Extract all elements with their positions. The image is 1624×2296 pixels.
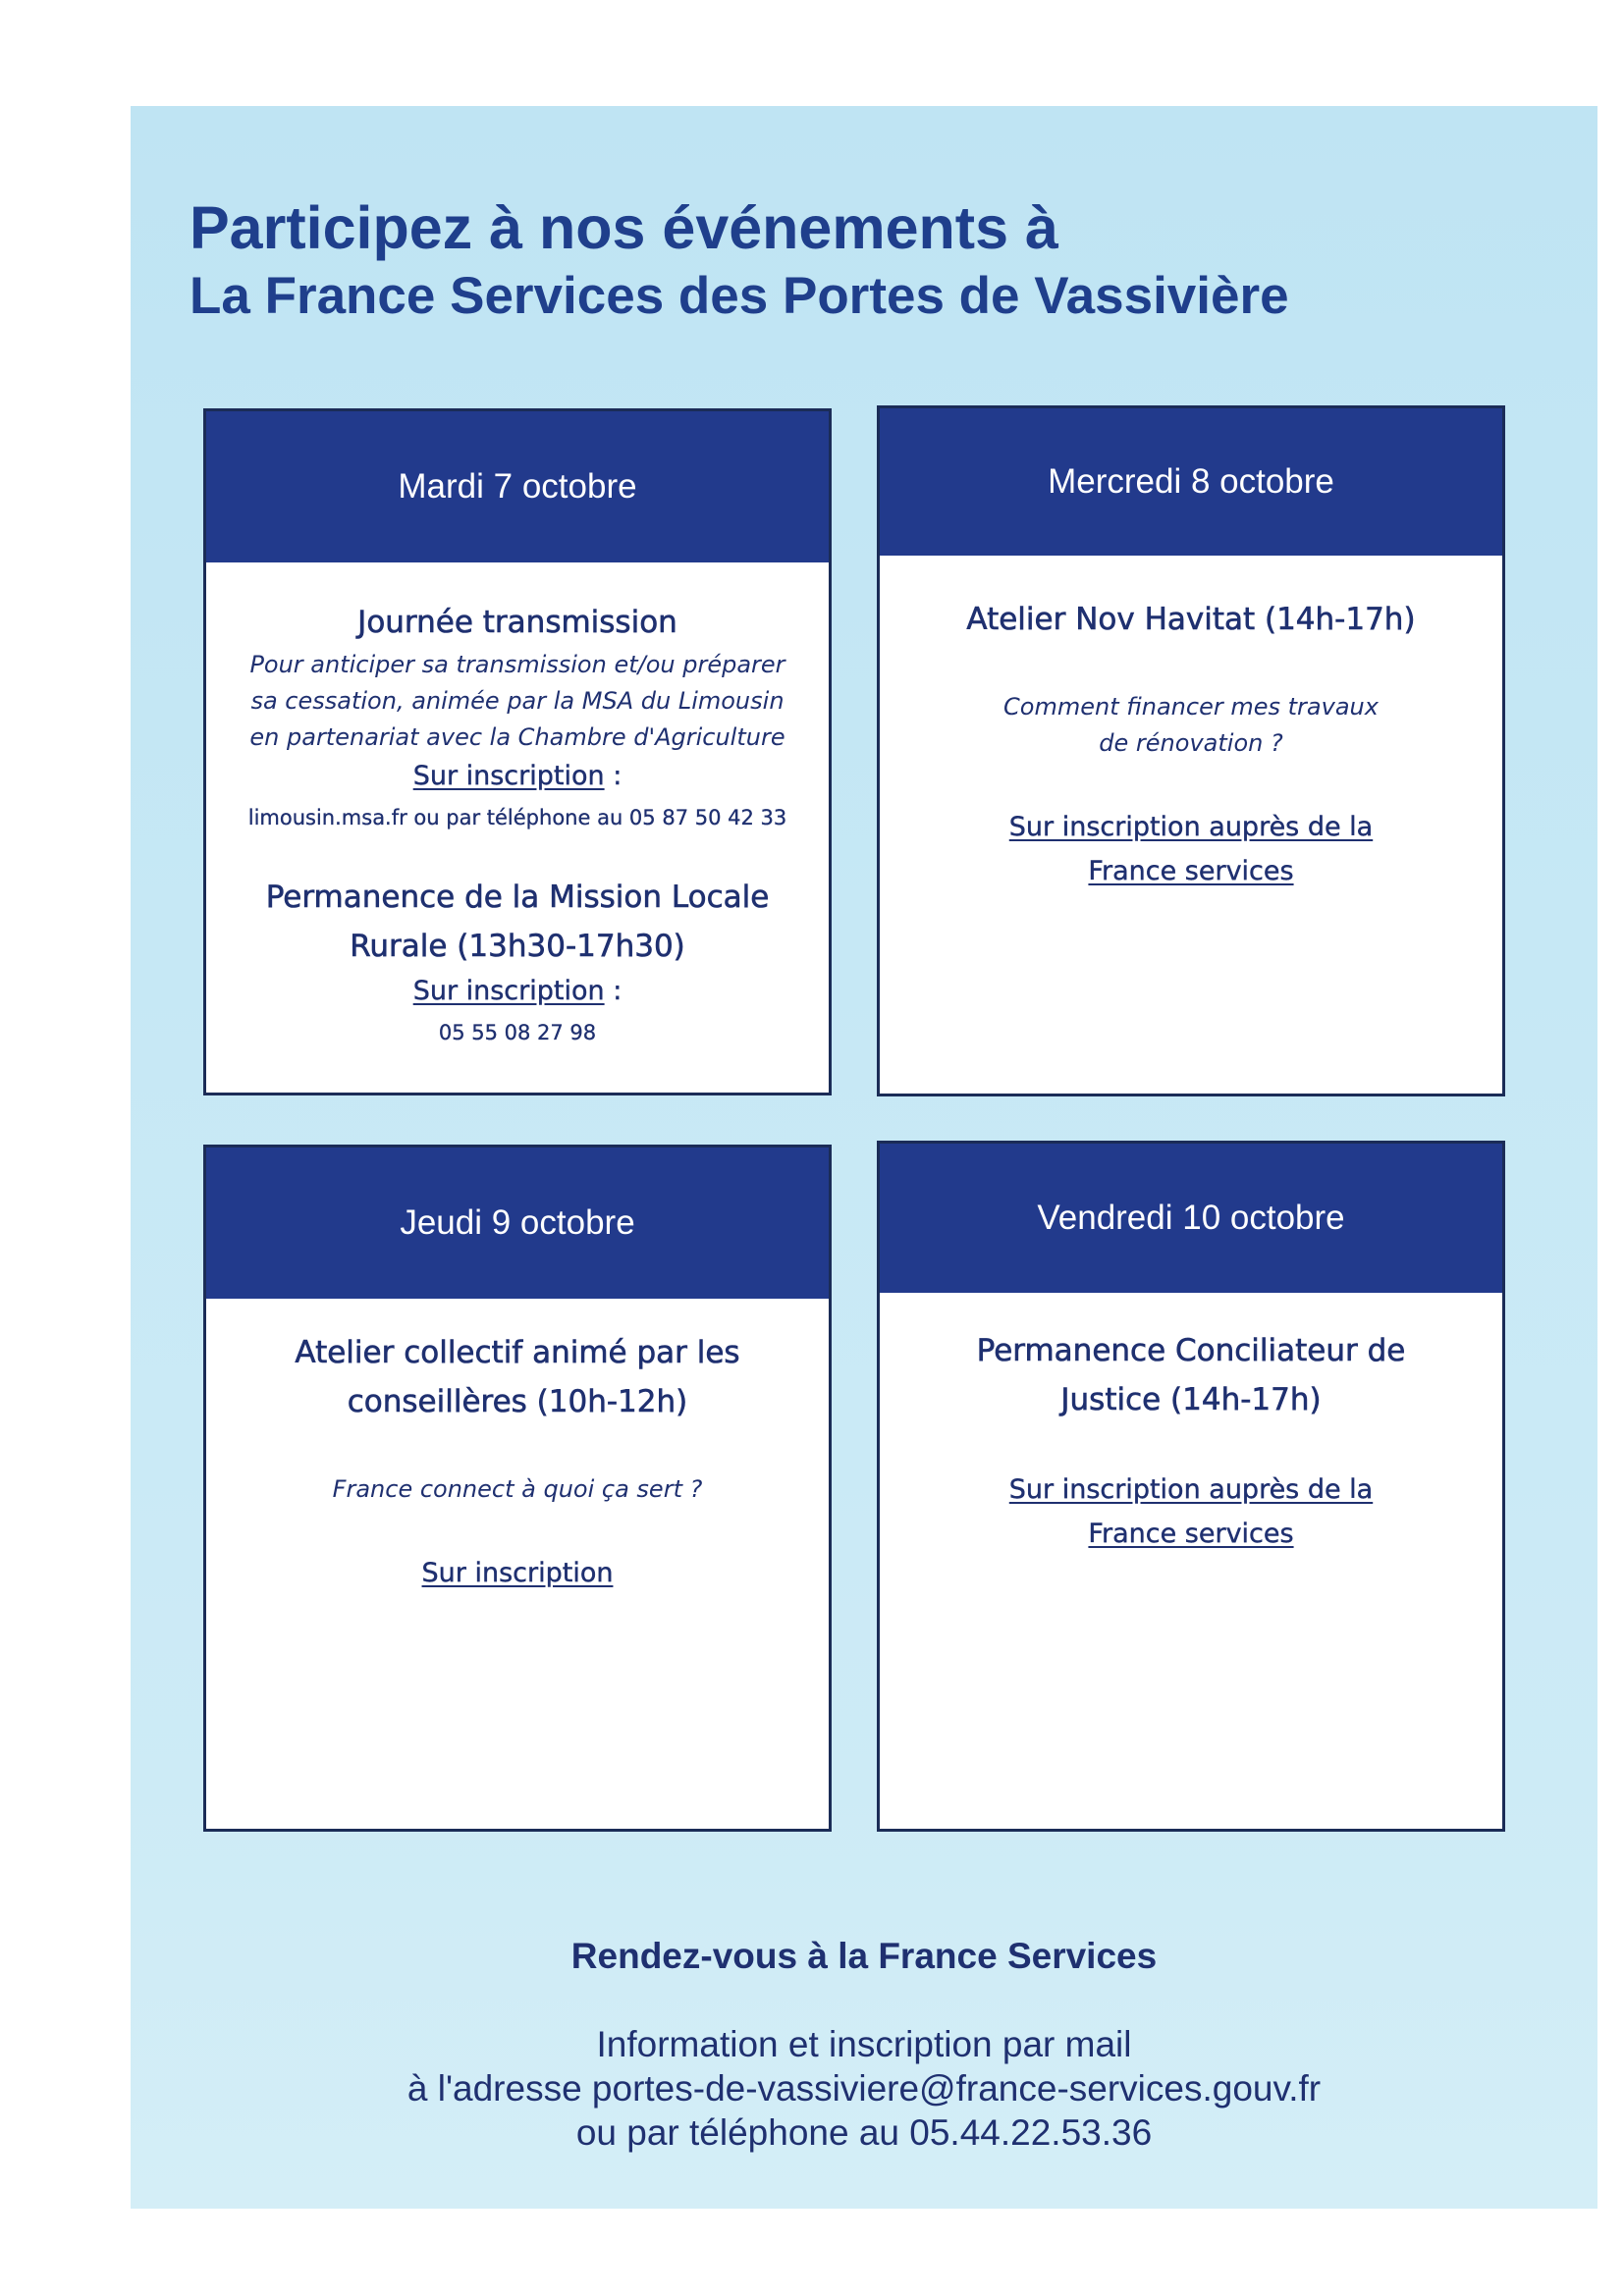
colon: : [604,761,623,791]
event-card-wednesday [877,405,1505,1096]
card-day-header: Mardi 7 octobre [206,411,829,562]
footer-phone-line: ou par téléphone au 05.44.22.53.36 [575,2112,1153,2153]
event-description-line: Comment financer mes travaux [1003,693,1379,721]
footer-contact-info [131,2022,1597,2155]
event-description-line: de rénovation ? [1099,729,1283,757]
event-title-line: conseillères (10h-12h) [347,1384,688,1419]
footer-email-line[interactable]: à l'adresse portes-de-vassiviere@france-services.gouv.fr [406,2068,1322,2109]
event-description: France connect à quoi ça sert ? [332,1475,703,1503]
registration-link[interactable]: Sur inscription [421,1558,614,1588]
registration-link[interactable]: Sur inscription [412,976,605,1006]
registration-link[interactable]: Sur inscription auprès de la [1008,1474,1374,1505]
poster [131,106,1597,2209]
event-card-friday [877,1141,1505,1832]
registration-link[interactable]: Sur inscription auprès de la [1008,812,1374,842]
event-description-line: sa cessation, animée par la MSA du Limousin [250,687,785,715]
event-card-thursday [203,1145,832,1832]
event-title-line: Rurale (13h30-17h30) [350,929,685,964]
event-title-line: Justice (14h-17h) [1060,1382,1322,1417]
event-title: Journée transmission [357,605,677,640]
contact-phone: 05 55 08 27 98 [438,1021,597,1044]
card-day-header: Mercredi 8 octobre [880,408,1502,556]
card-day-header: Jeudi 9 octobre [206,1148,829,1299]
card-body [206,1299,829,1617]
event-card-tuesday [203,408,832,1095]
registration-link[interactable]: Sur inscription [412,761,605,791]
card-day-header: Vendredi 10 octobre [880,1144,1502,1293]
contact-info: limousin.msa.fr ou par téléphone au 05 87 50 42 33 [247,806,787,829]
event-title-line: Permanence de la Mission Locale [265,880,770,915]
event-description-line: en partenariat avec la Chambre d'Agriculture [249,723,785,751]
footer-heading: Rendez-vous à la France Services [570,1936,1158,1976]
colon: : [604,976,623,1006]
card-body [880,556,1502,915]
card-body [880,1293,1502,1577]
page-title [189,192,1289,330]
registration-link[interactable]: France services [1088,1519,1294,1549]
event-description-line: Pour anticiper sa transmission et/ou préparer [249,651,785,678]
footer-line: Information et inscription par mail [596,2024,1132,2064]
card-body [206,562,829,1070]
event-title-line: Permanence Conciliateur de [976,1333,1406,1368]
event-title: Atelier Nov Havitat (14h-17h) [966,602,1416,637]
title-line-1: Participez à nos événements à [189,194,1058,261]
registration-link[interactable]: France services [1088,856,1294,886]
event-title-line: Atelier collectif animé par les [295,1335,740,1370]
title-line-2: La France Services des Portes de Vassivière [189,267,1289,325]
